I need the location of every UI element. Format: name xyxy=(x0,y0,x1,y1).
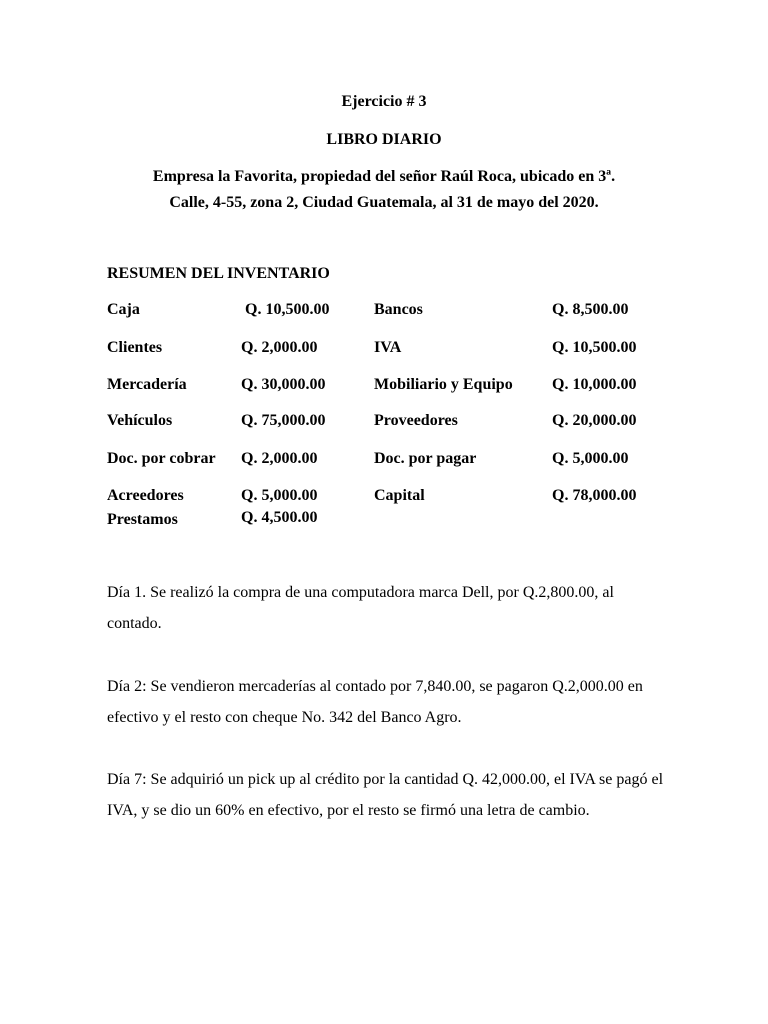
inventory-label: Prestamos xyxy=(107,511,178,528)
inventory-value: Q. 4,500.00 xyxy=(241,509,318,526)
inventory-value: Q. 20,000.00 xyxy=(552,412,637,429)
inventory-label: Proveedores xyxy=(374,412,458,429)
inventory-heading: RESUMEN DEL INVENTARIO xyxy=(107,265,330,282)
inventory-label: Vehículos xyxy=(107,412,173,429)
company-line-1: Empresa la Favorita, propiedad del señor Raúl Roca, ubicado en 3ª. xyxy=(152,168,616,185)
inventory-value: Q. 2,000.00 xyxy=(241,339,318,356)
inventory-label: Clientes xyxy=(107,339,163,356)
inventory-value: Q. 78,000.00 xyxy=(552,487,637,504)
inventory-label: Capital xyxy=(374,487,425,504)
inventory-label: Doc. por cobrar xyxy=(107,450,216,467)
inventory-value: Q. 8,500.00 xyxy=(552,301,629,318)
transaction-day-7: Día 7: Se adquirió un pick up al crédito por la cantidad Q. 42,000.00, el IVA se pagó el IVA, y se dio un 60% en efectivo, por el resto se firmó una letra de cambio. xyxy=(107,771,664,819)
company-line-2: Calle, 4-55, zona 2, Ciudad Guatemala, al 31 de mayo del 2020. xyxy=(169,194,599,211)
inventory-label: IVA xyxy=(374,339,402,356)
inventory-label: Acreedores xyxy=(107,487,184,504)
inventory-value: Q. 30,000.00 xyxy=(241,376,326,393)
inventory-value: Q. 75,000.00 xyxy=(241,412,326,429)
inventory-label: Caja xyxy=(107,301,140,318)
inventory-value: Q. 10,500.00 xyxy=(241,301,330,318)
company-description xyxy=(100,164,668,216)
transaction-day-2: Día 2: Se vendieron mercaderías al contado por 7,840.00, se pagaron Q.2,000.00 en efectivo y el resto con cheque No. 342 del Banco Agro. xyxy=(107,678,643,726)
inventory-label: Mobiliario y Equipo xyxy=(374,376,513,393)
document-title: LIBRO DIARIO xyxy=(326,131,442,148)
exercise-number: Ejercicio # 3 xyxy=(341,93,427,110)
inventory-value: Q. 10,500.00 xyxy=(552,339,637,356)
inventory-value: Q. 10,000.00 xyxy=(552,376,637,393)
inventory-label: Doc. por pagar xyxy=(374,450,477,467)
transaction-day-1: Día 1. Se realizó la compra de una computadora marca Dell, por Q.2,800.00, al contado. xyxy=(107,584,614,632)
inventory-label: Bancos xyxy=(374,301,423,318)
inventory-label: Mercadería xyxy=(107,376,187,393)
inventory-value: Q. 5,000.00 xyxy=(552,450,629,467)
inventory-value: Q. 2,000.00 xyxy=(241,450,318,467)
inventory-value: Q. 5,000.00 xyxy=(241,487,318,504)
